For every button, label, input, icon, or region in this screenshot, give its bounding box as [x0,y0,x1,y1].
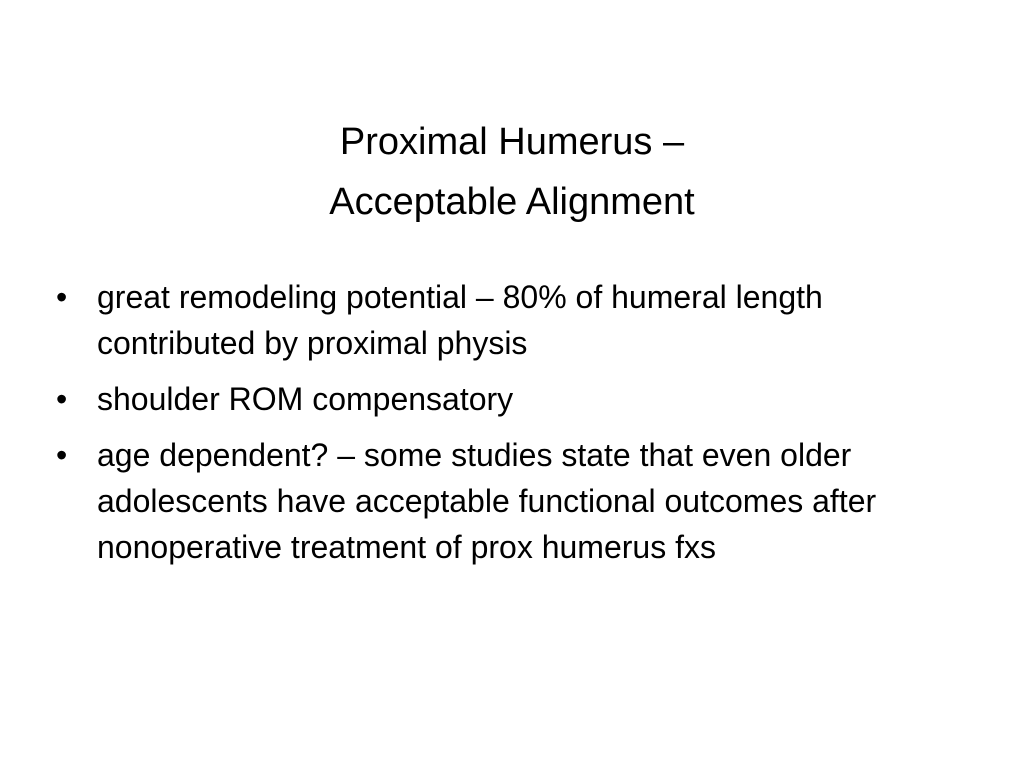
bullet-text: great remodeling potential – 80% of humeral length contributed by proximal physis [97,279,823,361]
bullet-list [56,274,956,580]
bullet-marker: • [56,279,68,315]
bullet-marker: • [56,381,68,417]
bullet-text: age dependent? – some studies state that even older adolescents have acceptable functional outcomes after nonoperative treatment of prox humerus fxs [97,437,877,565]
slide-title [0,112,1024,232]
title-line-1: Proximal Humerus – [339,121,685,163]
bullet-text: shoulder ROM compensatory [97,381,514,417]
title-line-2: Acceptable Alignment [329,181,695,223]
bullet-item [56,274,956,366]
bullet-item [56,432,956,570]
bullet-marker: • [56,437,68,473]
bullet-item [56,376,956,422]
